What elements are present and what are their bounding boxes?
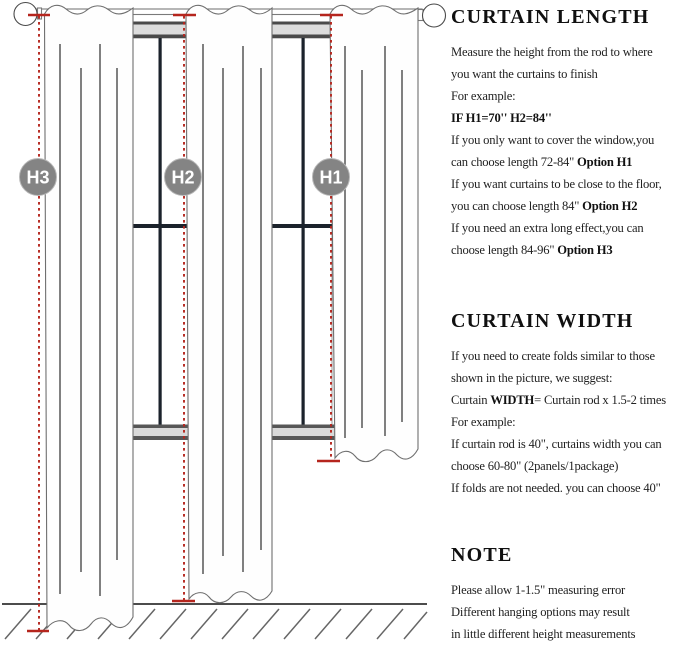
finial-right-icon — [423, 4, 446, 27]
text-line: IF H1=70'' H2=84'' — [451, 111, 552, 125]
section-title-note: NOTE — [451, 544, 513, 566]
text-line: you want the curtains to finish — [451, 67, 598, 81]
window-crossbar — [271, 224, 332, 228]
text-line: Please allow 1-1.5" measuring error — [451, 583, 626, 597]
section-body — [451, 345, 677, 499]
text-line: For example: — [451, 415, 516, 429]
curtain-panel-h2 — [186, 5, 272, 602]
curtain-body — [186, 5, 272, 602]
badge-label: H2 — [171, 167, 195, 188]
text-line: in little different height measurements — [451, 627, 636, 641]
curtain-panel-h3 — [45, 5, 134, 630]
window-sill — [269, 436, 335, 440]
text-line: choose length 84-96" Option H3 — [451, 243, 613, 257]
badge-label: H3 — [26, 167, 50, 188]
text-line: shown in the picture, we suggest: — [451, 371, 613, 385]
text-line: If you need an extra long effect,you can — [451, 221, 644, 235]
text-line: If you only want to cover the window,you — [451, 133, 655, 147]
info-column — [451, 0, 677, 646]
window-mullion — [159, 38, 162, 425]
text-line: can choose length 72-84" Option H1 — [451, 155, 633, 169]
section-curtain-length — [451, 4, 677, 261]
text-line: If you want curtains to be close to the floor, — [451, 177, 662, 191]
text-line: If curtain rod is 40", curtains width you can — [451, 437, 662, 451]
text-line: choose 60-80" (2panels/1package) — [451, 459, 619, 473]
text-line: For example: — [451, 89, 516, 103]
text-line: Curtain WIDTH= Curtain rod x 1.5-2 times — [451, 393, 666, 407]
section-curtain-width — [451, 308, 677, 499]
curtain-panel-h1 — [330, 5, 418, 461]
badge-h1 — [313, 159, 350, 196]
badge-label: H1 — [319, 167, 343, 188]
section-body — [451, 579, 677, 645]
window-right — [269, 22, 335, 441]
badge-h2 — [165, 159, 202, 196]
text-line: Different hanging options may result — [451, 605, 630, 619]
text-line: If you need to create folds similar to those — [451, 349, 655, 363]
text-line: you can choose length 84" Option H2 — [451, 199, 638, 213]
window-crossbar — [131, 224, 191, 228]
curtain-body — [45, 5, 134, 630]
curtain-body — [330, 5, 418, 461]
section-title-curtain-length: CURTAIN LENGTH — [451, 6, 650, 28]
window-mullion — [302, 38, 305, 425]
text-line: Measure the height from the rod to where — [451, 45, 653, 59]
section-title-curtain-width: CURTAIN WIDTH — [451, 310, 634, 332]
section-body — [451, 41, 677, 261]
text-line: If folds are not needed. you can choose 40" — [451, 481, 661, 495]
badge-h3 — [20, 159, 57, 196]
section-note — [451, 542, 677, 645]
